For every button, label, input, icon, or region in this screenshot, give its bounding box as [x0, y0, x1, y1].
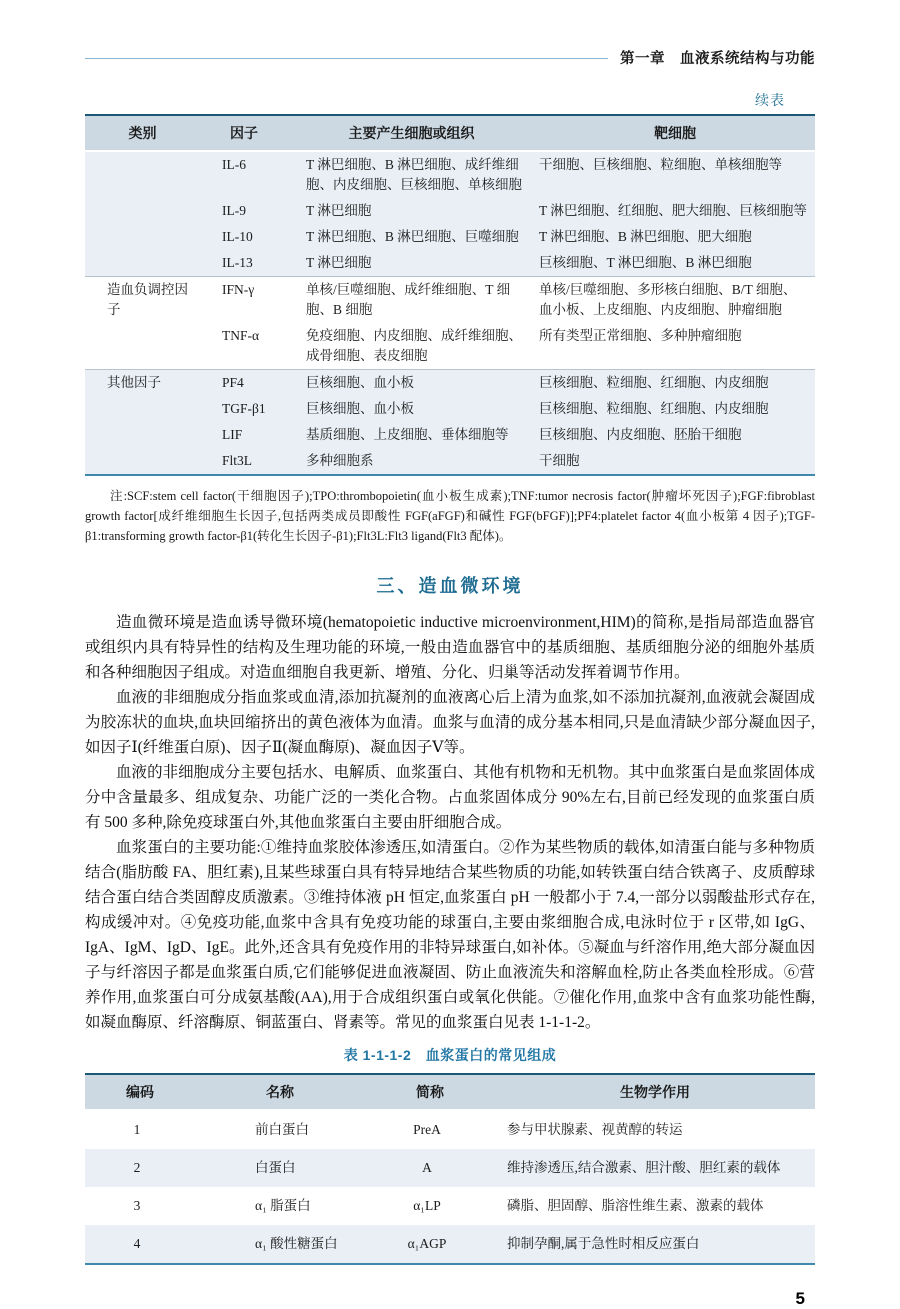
target-cell: 巨核细胞、粒细胞、红细胞、内皮细胞: [539, 375, 769, 390]
code-cell: 4: [133, 1236, 141, 1251]
code-cell: 1: [133, 1122, 141, 1137]
source-cell: 多种细胞系: [306, 453, 374, 468]
section-heading: 三、造血微环境: [376, 576, 524, 596]
chapter-title: 第一章 血液系统结构与功能: [620, 50, 815, 67]
cytokine-table-header: [85, 115, 815, 151]
plasma-protein-table: [85, 1073, 815, 1265]
body-paragraph: 血浆蛋白的主要功能:①维持血浆胶体渗透压,如清蛋白。②作为某些物质的载体,如清蛋白能与多种物质结合(脂肪酸 FA、胆红素),且某些球蛋白具有特异地结合某些物质的功能,如转铁蛋白结合铁离子、皮质醇球结合蛋白结合类固醇皮质激素。③维持体液 pH 恒定,血浆蛋白 pH 一般都小于 7.4,一部分以弱酸盐形式存在,构成缓冲对。④免疫功能,血浆中含具有免疫功能的球蛋白,主要由浆细胞合成,电泳时位于 r 区带,如 IgG、IgA、IgM、IgD、IgE。此外,还含具有免疫作用的非特异球蛋白,如补体。⑤凝血与纤溶作用,绝大部分凝血因子与纤溶因子都是血浆蛋白质,它们能够促进血液凝固、防止血液流失和溶解血栓,防止各类血栓形成。⑥营养作用,血浆蛋白可分成氨基酸(AA),用于合成组织蛋白或氧化供能。⑦催化作用,血浆中含有血浆功能性酶,如凝血酶原、纤溶酶原、铜蓝蛋白、肾素等。常见的血浆蛋白见表 1-1-1-2。: [85, 839, 815, 1031]
plasma-table-header: [85, 1074, 815, 1110]
cytokine-table: [85, 114, 815, 476]
factor-cell: IFN-γ: [222, 282, 255, 297]
column-header-code: 编码: [85, 1074, 195, 1110]
factor-cell: IL-6: [222, 157, 246, 172]
column-header-abbr: 简称: [365, 1074, 495, 1110]
source-cell: T 淋巴细胞: [306, 203, 372, 218]
page-number: 5: [795, 1289, 805, 1308]
role-cell: 磷脂、胆固醇、脂溶性维生素、激素的载体: [507, 1198, 764, 1213]
column-header-source: 主要产生细胞或组织: [288, 115, 535, 151]
category-cell: [85, 151, 200, 277]
name-cell: 白蛋白: [255, 1160, 296, 1175]
target-cell: 巨核细胞、内皮细胞、胚胎干细胞: [539, 427, 742, 442]
factor-cell: PF4: [222, 375, 244, 390]
plasma-table-body: [85, 1110, 815, 1264]
target-cell: 干细胞、巨核细胞、粒细胞、单核细胞等: [539, 157, 782, 172]
abbr-cell: A: [422, 1160, 432, 1175]
role-cell: 抑制孕酮,属于急性时相反应蛋白: [507, 1236, 700, 1251]
abbr-cell: PreA: [413, 1122, 441, 1137]
column-header-name: 名称: [195, 1074, 365, 1110]
table-row: [85, 1187, 815, 1225]
source-cell: T 淋巴细胞、B 淋巴细胞、巨噬细胞: [306, 229, 519, 244]
body-paragraph: 血液的非细胞成分指血浆或血清,添加抗凝剂的血液离心后上清为血浆,如不添加抗凝剂,血液就会凝固成为胶冻状的血块,血块回缩挤出的黄色液体为血清。血浆与血清的成分基本相同,只是血清缺少部分凝血因子,如因子Ⅰ(纤维蛋白原)、因子Ⅱ(凝血酶原)、凝血因子Ⅴ等。: [85, 689, 815, 756]
column-header-category: 类别: [85, 115, 200, 151]
category-cell: 造血负调控因子: [107, 282, 188, 317]
factor-cell: IL-13: [222, 255, 253, 270]
target-cell: 所有类型正常细胞、多种肿瘤细胞: [539, 328, 742, 343]
source-cell: T 淋巴细胞: [306, 255, 372, 270]
header-rule: [85, 58, 608, 59]
table-footnote: 注:SCF:stem cell factor(干细胞因子);TPO:thrombopoietin(血小板生成素);TNF:tumor necrosis factor(肿瘤坏死因子);FGF:fibroblast growth factor[成纤维细胞生长因子,包括两类成员即酸性 FGF(aFGF)和碱性 FGF(bFGF)];PF4:platelet factor 4(血小板第 4 因子);TGF-β1:transforming growth factor-β1(转化生长因子-β1);Flt3L:Flt3 ligand(Flt3 配体)。: [85, 489, 815, 543]
table-row: [85, 1225, 815, 1264]
factor-cell: IL-10: [222, 229, 253, 244]
target-cell: 巨核细胞、粒细胞、红细胞、内皮细胞: [539, 401, 769, 416]
body-text: [85, 610, 815, 1035]
body-paragraph: 血液的非细胞成分主要包括水、电解质、血浆蛋白、其他有机物和无机物。其中血浆蛋白是血浆固体成分中含量最多、组成复杂、功能广泛的一类化合物。占血浆固体成分 90%左右,目前已经发现的血浆蛋白质有 500 多种,除免疫球蛋白外,其他血浆蛋白主要由肝细胞合成。: [85, 764, 815, 831]
column-header-role: 生物学作用: [495, 1074, 815, 1110]
cytokine-table-body: [85, 151, 815, 475]
factor-cell: Flt3L: [222, 453, 253, 468]
column-header-factor: 因子: [200, 115, 288, 151]
target-cell: T 淋巴细胞、红细胞、肥大细胞、巨核细胞等: [539, 203, 807, 218]
role-cell: 参与甲状腺素、视黄醇的转运: [507, 1122, 683, 1137]
table-caption: 表 1-1-1-2 血浆蛋白的常见组成: [343, 1047, 557, 1063]
source-cell: 单核/巨噬细胞、成纤维细胞、T 细胞、B 细胞: [306, 282, 511, 317]
factor-cell: IL-9: [222, 203, 246, 218]
target-cell: 巨核细胞、T 淋巴细胞、B 淋巴细胞: [539, 255, 752, 270]
code-cell: 3: [133, 1198, 141, 1213]
code-cell: 2: [133, 1160, 141, 1175]
source-cell: T 淋巴细胞、B 淋巴细胞、成纤维细胞、内皮细胞、巨核细胞、单核细胞: [306, 157, 522, 192]
name-cell: 前白蛋白: [255, 1122, 309, 1137]
table-header-row: [85, 115, 815, 151]
table-row: [85, 1110, 815, 1149]
table-row: [85, 1149, 815, 1187]
source-cell: 免疫细胞、内皮细胞、成纤维细胞、成骨细胞、表皮细胞: [306, 328, 522, 363]
factor-cell: TNF-α: [222, 328, 260, 343]
body-paragraph: 造血微环境是造血诱导微环境(hematopoietic inductive microenvironment,HIM)的简称,是指局部造血器官或组织内具有特异性的结构及生理功能的环境,一般由造血器官中的基质细胞、基质细胞分泌的细胞外基质和各种细胞因子组成。对造血细胞自我更新、增殖、分化、归巢等活动发挥着调节作用。: [85, 614, 815, 681]
table-header-row: [85, 1074, 815, 1110]
factor-cell: LIF: [222, 427, 243, 442]
role-cell: 维持渗透压,结合激素、胆汁酸、胆红素的载体: [507, 1160, 781, 1175]
source-cell: 巨核细胞、血小板: [306, 401, 414, 416]
running-header: [85, 48, 815, 66]
category-cell: 其他因子: [107, 375, 161, 390]
table-row: [85, 370, 815, 397]
factor-cell: TGF-β1: [222, 401, 266, 416]
target-cell: 单核/巨噬细胞、多形核白细胞、B/T 细胞、血小板、上皮细胞、内皮细胞、肿瘤细胞: [539, 282, 797, 317]
continued-table-label: 续表: [755, 94, 785, 109]
abbr-cell: α₁AGP: [407, 1236, 447, 1251]
target-cell: 干细胞: [539, 453, 580, 468]
source-cell: 巨核细胞、血小板: [306, 375, 414, 390]
table-row: [85, 151, 815, 198]
target-cell: T 淋巴细胞、B 淋巴细胞、肥大细胞: [539, 229, 752, 244]
column-header-target: 靶细胞: [535, 115, 815, 151]
name-cell: α₁ 酸性糖蛋白: [255, 1236, 338, 1251]
name-cell: α₁ 脂蛋白: [255, 1198, 311, 1213]
table-row: [85, 277, 815, 324]
source-cell: 基质细胞、上皮细胞、垂体细胞等: [306, 427, 509, 442]
abbr-cell: α₁LP: [413, 1198, 441, 1213]
